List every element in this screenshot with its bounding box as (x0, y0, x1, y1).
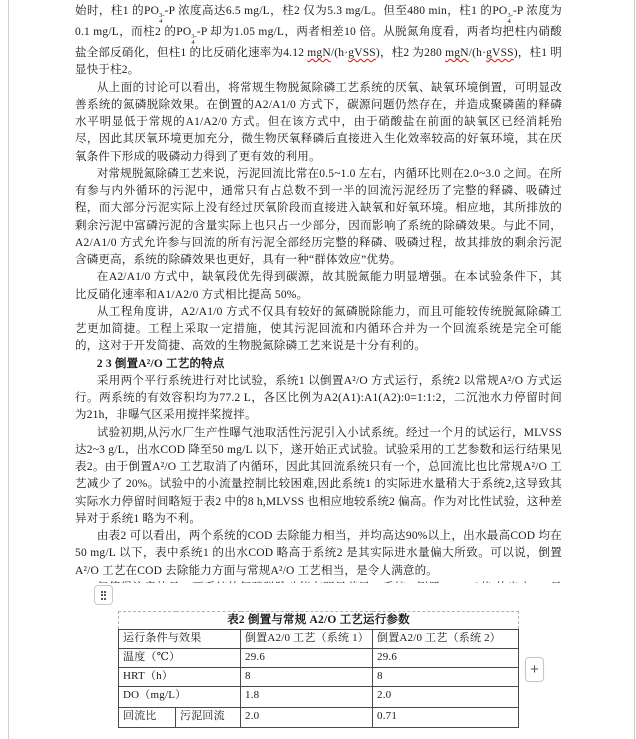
chemical-subscript: 3- 4 (507, 12, 513, 25)
table-cell[interactable]: 1.8 (241, 687, 373, 708)
table-col-header[interactable]: 倒置A2/0 工艺（系统 1） (241, 630, 373, 649)
paragraph: 对常规脱氮除磷工艺来说，污泥回流比常在0.5~1.0 左右，内循环比则在2.0~3.0 之间。在所有参与内外循环的污泥中，通常只有占总数不到一半的回流污泥经历了完整的释磷、吸磷过程，而大部分污泥实际上没有经过厌氧阶段而直接进入缺氧和好氧环境。相应地，其所排放的剩余污泥中富磷污泥的含量实际上也只占一少部分，因而影响了系统的除磷效果。与此不同，A2/A1/0 方式允许参与回流的所有污泥全部经历完整的释磷、吸磷过程，故其排放的剩余污泥含磷更高，系统的除磷效果也更好，具有一种“群体效应”优势。 (75, 167, 562, 266)
page-edge-left (8, 0, 9, 739)
drag-dots-icon (101, 591, 107, 600)
paragraph: 始时，柱1 的PO 3- 4 -P 浓度高达6.5 mg/L，柱2 仅为5.3 mg/L。但至480 min，柱1 的PO 3- 4 -P 浓度为0.1 mg/L，而柱2 的PO 3- 4 -P 却为1.05 mg/L，两者相差10 倍。从脱氮角度看，两者均把柱内硝酸盐全部反硝化，但柱1 的比反硝化速率为4.12 mgN/(h·gVSS)，柱2 为280 mgN/(h·gVSS)，柱1 明显快于柱2。 (75, 5, 562, 77)
chemical-subscript: 3- 4 (159, 12, 165, 25)
insert-column-button[interactable] (525, 657, 544, 682)
section-heading: 2 3 倒置A²/O 工艺的特点 (96, 357, 225, 370)
chemical-subscript: 3- 4 (191, 33, 197, 46)
table-col-header[interactable]: 运行条件与效果 (119, 630, 241, 649)
table-cell[interactable]: 8 (241, 668, 373, 687)
table-row (119, 708, 519, 728)
table-cell[interactable]: 2.0 (373, 687, 519, 708)
table-row (119, 649, 519, 668)
table-cell[interactable]: 8 (373, 668, 519, 687)
table-cell[interactable]: 2.0 (241, 708, 373, 728)
table-col-header[interactable]: 倒置A2/0 工艺（系统 2） (373, 630, 519, 649)
paragraph: 在A2/A1/0 方式中，缺氧段优先得到碳源，故其脱氮能力明显增强。在本试验条件下，其比反硝化速率和A1/A2/0 方式相比提高 50%。 (75, 271, 562, 301)
table-title: 表2 倒置与常规 A2/O 工艺运行参数 (119, 612, 519, 630)
table2 (118, 611, 519, 728)
table-cell[interactable]: 0.71 (373, 708, 519, 728)
table-row (119, 687, 519, 708)
table-row (119, 668, 519, 687)
table-drag-handle[interactable] (94, 585, 113, 605)
paragraph: 从工程角度讲，A2/A1/0 方式不仅具有较好的氮磷脱除能力，而且可能较传统脱氮除磷工艺更加简捷。工程上采取一定措施，使其污泥回流和内循环合并为一个回流系统是完全可能的，这对于开发简捷、高效的生物脱氮除磷工艺来说是十分有利的。 (75, 305, 562, 353)
paragraph: 采用两个平行系统进行对比试验，系统1 以倒置A²/O 方式运行，系统2 以常规A²/O 方式运行。两系统的有效容积均为77.2 L，各区比例为A2(A1):A1(A2):0=1:1:2，二沉池水力停留时间为21h，非曝气区采用搅拌桨搅拌。 (75, 374, 562, 422)
table-cell[interactable]: 污泥回流 (176, 708, 241, 728)
table-cell[interactable]: 温度（℃） (119, 649, 241, 668)
table-cell[interactable]: HRT（h） (119, 668, 241, 687)
text-body (75, 3, 562, 583)
plus-icon: + (530, 661, 539, 678)
paragraph (75, 580, 562, 583)
paragraph: 试验初期,从污水厂生产性曝气池取活性污泥引入小试系统。经过一个月的试运行，MLVSS 达2~3 g/L，出水COD 降至50 mg/L 以下，遂开始正式试验。试验采用的工艺参数和运行结果见表2。由于倒置A²/O 工艺取消了内循环，因此其回流系统只有一个，总回流比也比常规A²/O 工艺减少了 20%。试验中的小流量控制比较困难,因此系统1 的实际进水量稍大于系统2,这导致其实际水力停留时间略短于表2 中的8 h,MLVSS 也相应地较系统2 偏高。作为对比性试验，这种差异对于系统1 略为不利。 (75, 426, 562, 525)
table-cell[interactable]: 29.6 (241, 649, 373, 668)
table-cell[interactable]: DO（mg/L） (119, 687, 241, 708)
table-cell[interactable]: 回流比 (119, 708, 176, 728)
table-cell[interactable]: 29.6 (373, 649, 519, 668)
paragraph: 从上面的讨论可以看出，将常规生物脱氮除磷工艺系统的厌氧、缺氧环境倒置，可明显改善系统的氮磷脱除效果。在倒置的A2/A1/0 方式下，碳源问题仍然存在，并造成聚磷菌的释磷水平明显低于常规的A1/A2/0 方式。但在该方式中，由于硝酸盐在前面的缺氧区已经消耗殆尽，因此其厌氧环境更加充分，微生物厌氧释磷后直接进入生化效率较高的好氧环境，其在厌氧条件下形成的吸磷动力得到了更有效的利用。 (75, 81, 562, 163)
page-edge-right (634, 0, 635, 739)
paragraph: 由表2 可以看出，两个系统的COD 去除能力相当，并均高达90%以上，出水最高COD 均在50 mg/L 以下，表中系统1 的出水COD 略高于系统2 是其实际进水量偏大所致。可以说，倒置A²/O 工艺在COD 去除能力方面与常规A²/O 工艺相当，是令人满意的。 (75, 530, 562, 577)
